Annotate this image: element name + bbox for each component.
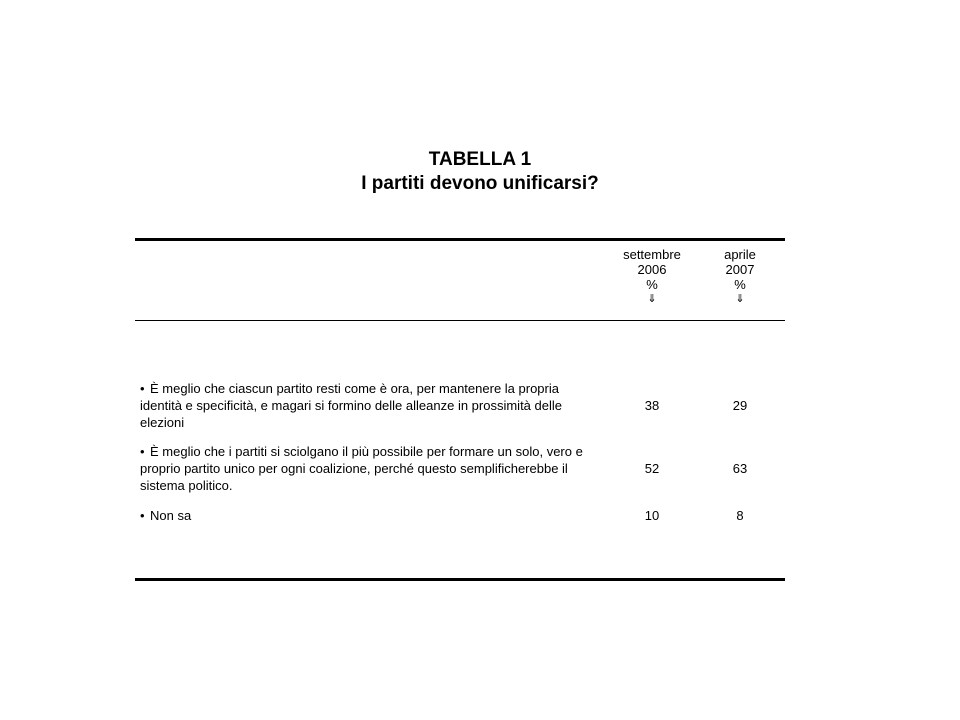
row-label [140,443,602,494]
column-header-unit: % [646,277,658,292]
row-value-aprile-2007: 63 [732,461,748,476]
bullet-icon: • [140,444,145,459]
row-value-aprile-2007: 8 [736,508,744,523]
bullet-icon: • [140,508,145,523]
column-header-month: aprile [724,247,756,262]
table-row [140,380,785,431]
row-value-settembre-2006: 38 [644,398,660,413]
table-row [140,443,785,494]
header-divider [135,320,785,321]
column-header-year: 2006 [637,262,667,277]
row-value-settembre-2006: 52 [644,461,660,476]
row-value-aprile-2007: 29 [732,398,748,413]
column-header-aprile-2007 [695,247,785,307]
bullet-icon: • [140,381,145,396]
row-label-text: Non sa [150,508,192,523]
table-title-number: TABELLA 1 [428,149,532,170]
row-label-text: È meglio che i partiti si sciolgano il più possibile per formare un solo, vero e proprio partito unico per ogni coalizione, perché questo semplificherebbe il sistema politico. [140,444,583,493]
table-title [0,148,960,196]
column-header-month: settembre [623,247,681,262]
row-label-text: È meglio che ciascun partito resti come è ora, per mantenere la propria identità e specificità, e magari si formino delle alleanze in prossimità delle elezioni [140,381,562,430]
row-value-settembre-2006: 10 [644,508,660,523]
column-header-settembre-2006 [607,247,697,307]
down-arrow-icon: ⇓ [735,293,745,305]
down-arrow-icon: ⇓ [647,293,657,305]
row-label [140,507,602,524]
column-header-year: 2007 [725,262,755,277]
table-top-rule [135,238,785,241]
row-label [140,380,602,431]
table-row [140,507,785,524]
table-title-question: I partiti devono unificarsi? [361,173,599,194]
table-bottom-rule [135,578,785,581]
column-header-unit: % [734,277,746,292]
